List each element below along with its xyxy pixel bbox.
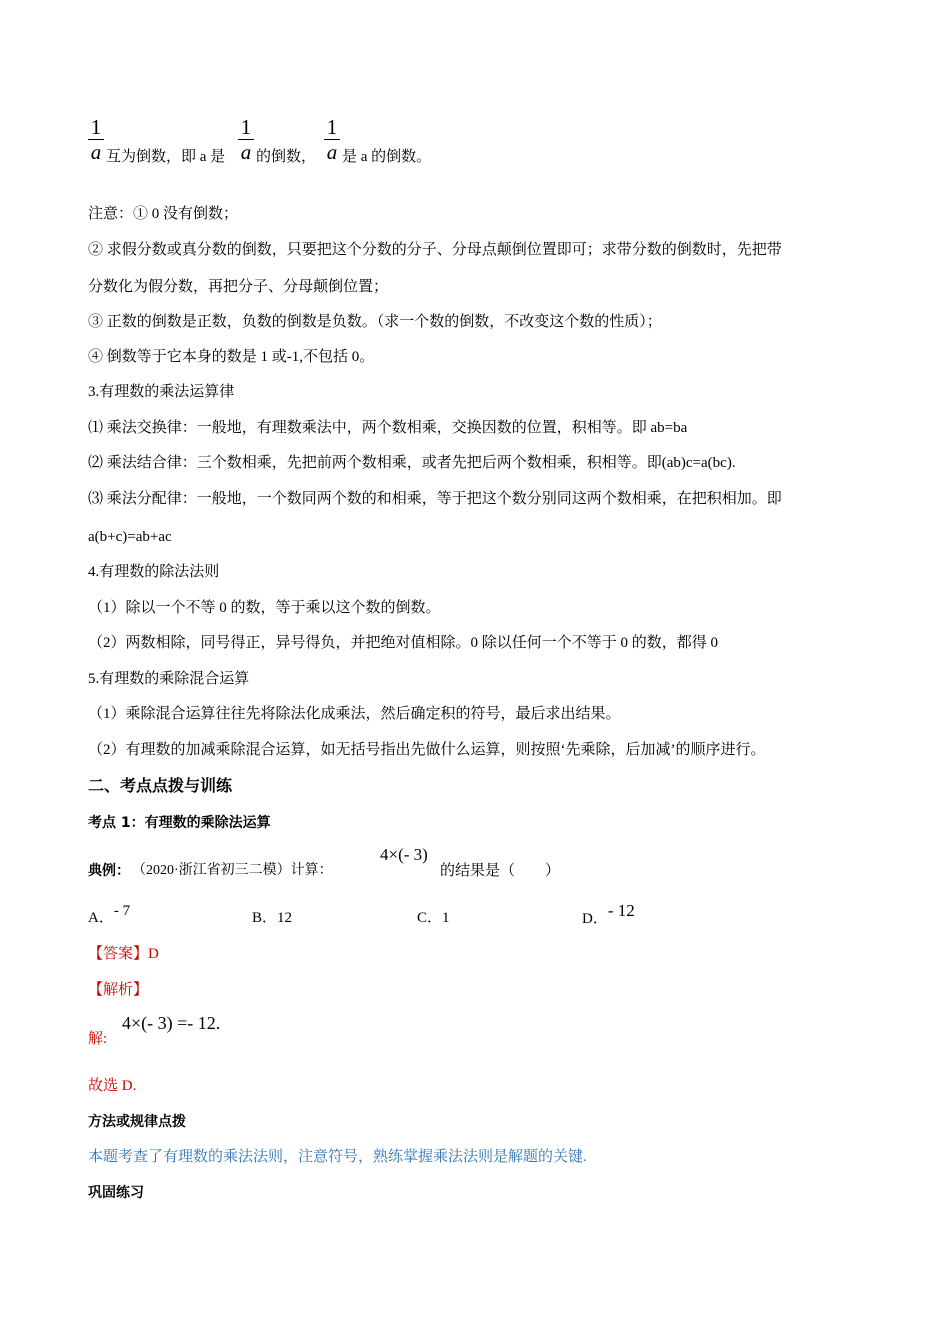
rule-item: （2）两数相除，同号得正，异号得负，并把绝对值相除。0 除以任何一个不等于 0 的数，都得 0 — [88, 635, 719, 651]
rule-item: （1）除以一个不等 0 的数，等于乘以这个数的倒数。 — [88, 600, 441, 616]
example-source: （2020·浙江省初三二模）计算： — [132, 863, 333, 878]
note-line: ④ 倒数等于它本身的数是 1 或-1,不包括 0。 — [88, 349, 375, 365]
option-d[interactable] — [582, 901, 635, 930]
solution-label: 解: — [88, 1031, 108, 1047]
example-tail: 的结果是（ ） — [440, 863, 561, 879]
fraction-denominator: a — [326, 140, 338, 164]
option-value: 12 — [277, 910, 293, 926]
kaodian-title: 考点 1：有理数的乘除法运算 — [88, 815, 271, 831]
option-value: - 7 — [113, 903, 131, 919]
option-letter: B． — [252, 910, 278, 926]
law-item: a(b+c)=ab+ac — [88, 529, 172, 545]
fraction-numerator: 1 — [90, 115, 102, 139]
part-title: 二、考点点拨与训练 — [88, 776, 233, 795]
intro-text-2: 的倒数， — [256, 149, 317, 165]
law-item: ⑶ 乘法分配律：一般地，一个数同两个数的和相乘，等于把这个数分别同这两个数相乘，在把积相加。即 — [88, 491, 782, 507]
option-letter: A． — [88, 910, 114, 926]
option-value: - 12 — [607, 901, 635, 920]
example-label: 典例： — [88, 863, 130, 879]
law-item: ⑵ 乘法结合律：三个数相乘，先把前两个数相乘，或者先把后两个数相乘，积相等。即(ab)c=a(bc). — [88, 455, 736, 471]
practice-title: 巩固练习 — [88, 1185, 144, 1201]
answer-line: 【答案】D — [88, 946, 159, 962]
analysis-label: 【解析】 — [88, 982, 149, 998]
intro-text-3: 是 a 的倒数。 — [342, 149, 432, 165]
fraction-numerator: 1 — [240, 115, 252, 139]
note-line: ② 求假分数或真分数的倒数，只要把这个分数的分子、分母点颠倒位置即可；求带分数的倒数时，先把带 — [88, 242, 782, 258]
section-title: 5.有理数的乘除混合运算 — [88, 671, 250, 687]
intro-text-1: 互为倒数，即 a 是 — [106, 149, 226, 165]
method-title: 方法或规律点拨 — [88, 1114, 186, 1130]
rule-item: （1）乘除混合运算往往先将除法化成乘法，然后确定积的符号，最后求出结果。 — [88, 706, 621, 722]
note-line: 注意：① 0 没有倒数； — [88, 206, 239, 222]
option-b[interactable] — [252, 907, 292, 929]
note-line: 分数化为假分数，再把分子、分母颠倒位置； — [88, 279, 389, 295]
option-letter: D． — [582, 911, 608, 927]
section-title: 3.有理数的乘法运算律 — [88, 384, 235, 400]
fraction-denominator: a — [240, 140, 252, 164]
option-letter: C． — [417, 910, 443, 926]
method-text: 本题考查了有理数的乘法法则，注意符号，熟练掌握乘法法则是解题的关键. — [88, 1149, 587, 1165]
option-c[interactable] — [417, 907, 450, 929]
section-title: 4.有理数的除法法则 — [88, 564, 220, 580]
note-line: ③ 正数的倒数是正数，负数的倒数是负数。（求一个数的倒数，不改变这个数的性质）； — [88, 314, 662, 330]
option-a[interactable] — [88, 903, 131, 929]
choose-line: 故选 D. — [88, 1078, 137, 1094]
example-expression: 4×(- 3) — [380, 845, 428, 864]
fraction-denominator: a — [90, 140, 102, 164]
option-value: 1 — [442, 910, 450, 926]
solution-expression: 4×(- 3) =- 12. — [122, 1013, 221, 1033]
fraction-numerator: 1 — [326, 115, 338, 139]
law-item: ⑴ 乘法交换律：一般地，有理数乘法中，两个数相乘，交换因数的位置，积相等。即 ab=ba — [88, 420, 688, 436]
rule-item: （2）有理数的加减乘除混合运算，如无括号指出先做什么运算，则按照‘先乘除，后加减’的顺序进行。 — [88, 742, 766, 758]
